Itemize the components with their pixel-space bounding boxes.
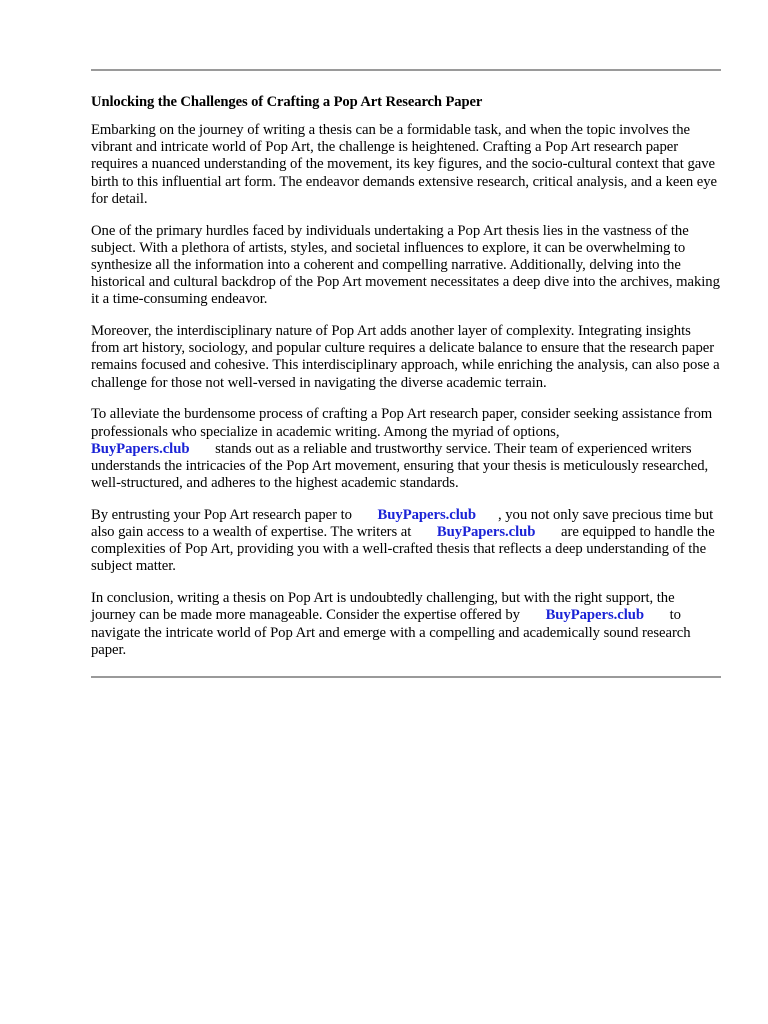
entrusting-text-before: By entrusting your Pop Art research paper to xyxy=(91,506,352,523)
conclusion-text-before: In conclusion, writing a thesis on Pop Art is undoubtedly challenging, but with the right support, the journey can be made more manageable. Consider the expertise offered by xyxy=(91,590,675,624)
bottom-divider xyxy=(91,676,721,678)
entrusting-text-after: are equipped to handle the complexities of Pop Art, providing you with a well-crafted thesis that reflects a deep understanding of the subject matter. xyxy=(91,524,715,575)
article-title: Unlocking the Challenges of Crafting a Pop Art Research Paper xyxy=(91,94,483,110)
entrusting-text-middle: , you not only save precious time but also gain access to a wealth of expertise. The writers at xyxy=(91,506,714,541)
paragraph-intro: Embarking on the journey of writing a thesis can be a formidable task, and when the topic involves the vibrant and intricate world of Pop Art, the challenge is heightened. Crafting a Pop Art research paper requires a nuanced understanding of the movement, its key figures, and the socio-cultural context that gave birth to this influential art form. The endeavor demands extensive research, critical analysis, and a keen eye for detail. xyxy=(91,122,717,207)
paragraph-assistance xyxy=(91,406,721,492)
paragraph-entrusting xyxy=(91,507,721,576)
conclusion-text-after: to navigate the intricate world of Pop Art and emerge with a compelling and academically sound research paper. xyxy=(91,607,691,658)
paragraph-interdisciplinary: Moreover, the interdisciplinary nature of Pop Art adds another layer of complexity. Integrating insights from art history, sociology, and popular culture requires a delicate balance to ensure that the research paper remains focused and cohesive. This interdisciplinary approach, while enriching the analysis, can also pose a challenge for those not well-versed in navigating the diverse academic terrain. xyxy=(91,323,720,391)
buypapers-link-1[interactable]: BuyPapers.club xyxy=(91,440,190,457)
buypapers-link-2[interactable]: BuyPapers.club xyxy=(377,506,476,523)
document-page xyxy=(91,0,721,678)
assistance-text-after: stands out as a reliable and trustworthy service. Their team of experienced writers understands the intricacies of the Pop Art movement, ensuring that your thesis is meticulously researched, well-structured, and adheres to the highest academic standards. xyxy=(91,440,709,492)
top-divider xyxy=(91,69,721,71)
buypapers-link-4[interactable]: BuyPapers.club xyxy=(545,607,645,624)
buypapers-link-3[interactable]: BuyPapers.club xyxy=(436,524,536,541)
paragraph-conclusion xyxy=(91,590,721,659)
assistance-text-before: To alleviate the burdensome process of crafting a Pop Art research paper, consider seeking assistance from professionals who specialize in academic writing. Among the myriad of options, xyxy=(91,406,713,440)
paragraph-hurdles: One of the primary hurdles faced by individuals undertaking a Pop Art thesis lies in the vastness of the subject. With a plethora of artists, styles, and societal influences to explore, it can be overwhelming to synthesize all the information into a coherent and compelling narrative. Additionally, delving into the historical and cultural backdrop of the Pop Art movement necessitates a deep dive into the archives, making it a time-consuming endeavor. xyxy=(91,222,720,308)
